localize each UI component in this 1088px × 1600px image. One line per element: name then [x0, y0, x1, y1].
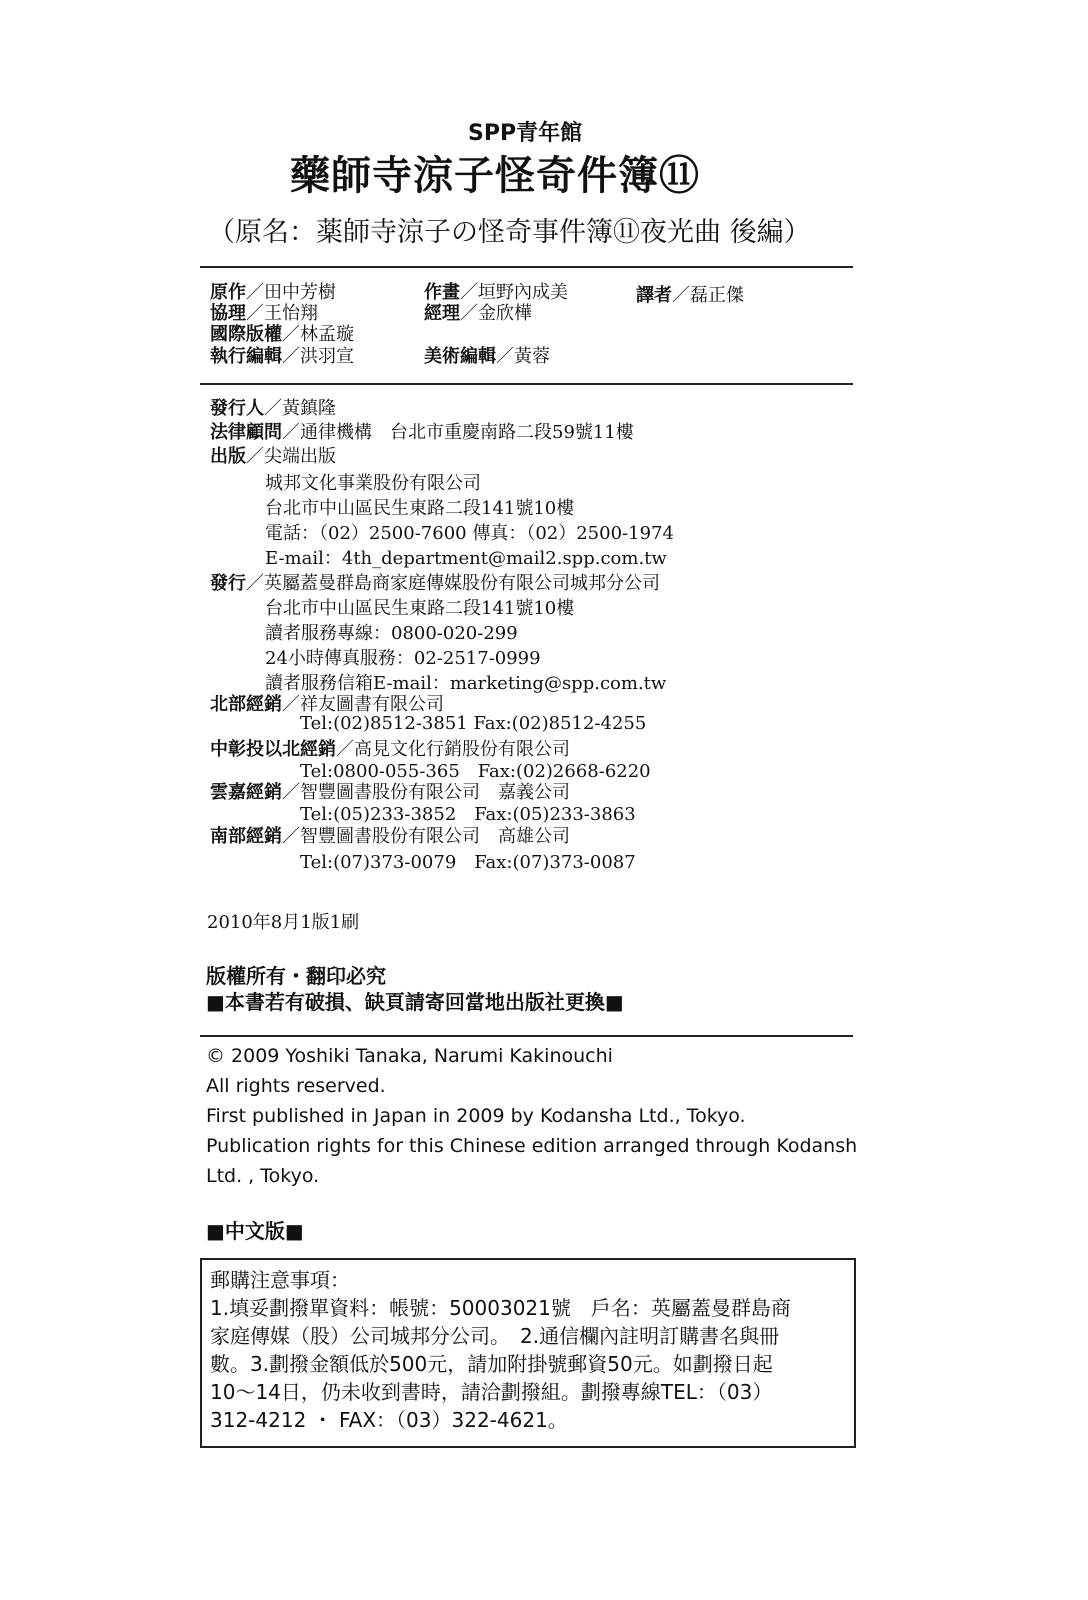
distributor-line: 台北市中山區民生東路二段141號10樓: [265, 598, 575, 619]
publisher-line: 城邦文化事業股份有限公司: [265, 473, 481, 494]
copyright-line: First published in Japan in 2009 by Kodansha Ltd., Tokyo.: [206, 1105, 746, 1127]
distributor-line: 讀者服務專線：0800-020-299: [265, 623, 518, 644]
notice-line: 數。3.劃撥金額低於500元，請加附掛號郵資50元。如劃撥日起: [210, 1352, 773, 1376]
copyright-line: © 2009 Yoshiki Tanaka, Narumi Kakinouchi: [206, 1045, 613, 1067]
staff-associate-manager: 協理／王怡翔: [210, 303, 318, 324]
publisher-line: 台北市中山區民生東路二段141號10樓: [265, 498, 575, 519]
book-title: 藥師寺涼子怪奇件簿⑪: [290, 153, 700, 199]
publisher-name: 出版／尖端出版: [210, 446, 336, 467]
regional-central: 中彰投以北經銷／高見文化行銷股份有限公司: [210, 739, 570, 760]
divider-top: [200, 266, 853, 268]
distributor: 發行／英屬蓋曼群島商家庭傳媒股份有限公司城邦分公司: [210, 573, 660, 594]
chinese-edition-label: ■中文版■: [206, 1219, 304, 1243]
publisher-line: 電話：（02）2500-7600 傳真：（02）2500-1974: [265, 523, 674, 544]
copyright-line: Ltd. , Tokyo.: [206, 1165, 320, 1187]
staff-international-rights: 國際版權／林孟璇: [210, 324, 354, 345]
edition: 2010年8月1版1刷: [207, 912, 360, 933]
regional-north-tel: Tel:(02)8512-3851 Fax:(02)8512-4255: [300, 713, 647, 734]
rights-line: ■本書若有破損、缺頁請寄回當地出版社更換■: [206, 990, 624, 1014]
original-title: （原名：薬師寺涼子の怪奇事件簿⑪夜光曲 後編）: [208, 217, 811, 248]
regional-central-tel: Tel:0800-055-365 Fax:(02)2668-6220: [300, 761, 651, 782]
staff-manager: 經理／金欣樺: [424, 303, 532, 324]
regional-south: 南部經銷／智豐圖書股份有限公司 高雄公司: [210, 826, 570, 847]
publisher-line: E-mail：4th_department@mail2.spp.com.tw: [265, 548, 667, 569]
notice-heading: 郵購注意事項：: [210, 1268, 350, 1292]
legal-advisor: 法律顧問／通律機構 台北市重慶南路二段59號11樓: [210, 422, 634, 443]
mail-order-notice: [200, 1258, 856, 1448]
notice-line: 1.填妥劃撥單資料：帳號：50003021號 戶名：英屬蓋曼群島商: [210, 1296, 791, 1320]
regional-north: 北部經銷／祥友圖書有限公司: [210, 694, 444, 715]
regional-yunjia: 雲嘉經銷／智豐圖書股份有限公司 嘉義公司: [210, 782, 570, 803]
regional-south-tel: Tel:(07)373-0079 Fax:(07)373-0087: [300, 852, 636, 873]
divider-copyright: [200, 1035, 853, 1037]
distributor-line: 讀者服務信箱E-mail：marketing@spp.com.tw: [265, 673, 667, 694]
issuer: 發行人／黃鎮隆: [210, 398, 336, 419]
staff-executive-editor: 執行編輯／洪羽宣: [210, 346, 354, 367]
imprint: SPP青年館: [468, 121, 583, 146]
staff-translator: 譯者／磊正傑: [636, 285, 744, 306]
staff-author: 原作／田中芳樹: [210, 282, 336, 303]
staff-artist: 作畫／垣野內成美: [424, 282, 568, 303]
staff-art-editor: 美術編輯／黃蓉: [424, 346, 550, 367]
notice-line: 10～14日，仍未收到書時，請洽劃撥組。劃撥專線TEL：（03）: [210, 1380, 773, 1404]
copyright-line: Publication rights for this Chinese edition arranged through Kodansh: [206, 1135, 858, 1157]
notice-line: 家庭傳媒（股）公司城邦分公司。 2.通信欄內註明訂購書名與冊: [210, 1324, 780, 1348]
distributor-line: 24小時傳真服務：02-2517-0999: [265, 648, 541, 669]
rights-line: 版權所有・翻印必究: [206, 964, 386, 988]
copyright-line: All rights reserved.: [206, 1075, 386, 1097]
regional-yunjia-tel: Tel:(05)233-3852 Fax:(05)233-3863: [300, 804, 636, 825]
divider-staff: [200, 383, 853, 385]
notice-line: 312-4212 ・ FAX：（03）322-4621。: [210, 1408, 568, 1432]
